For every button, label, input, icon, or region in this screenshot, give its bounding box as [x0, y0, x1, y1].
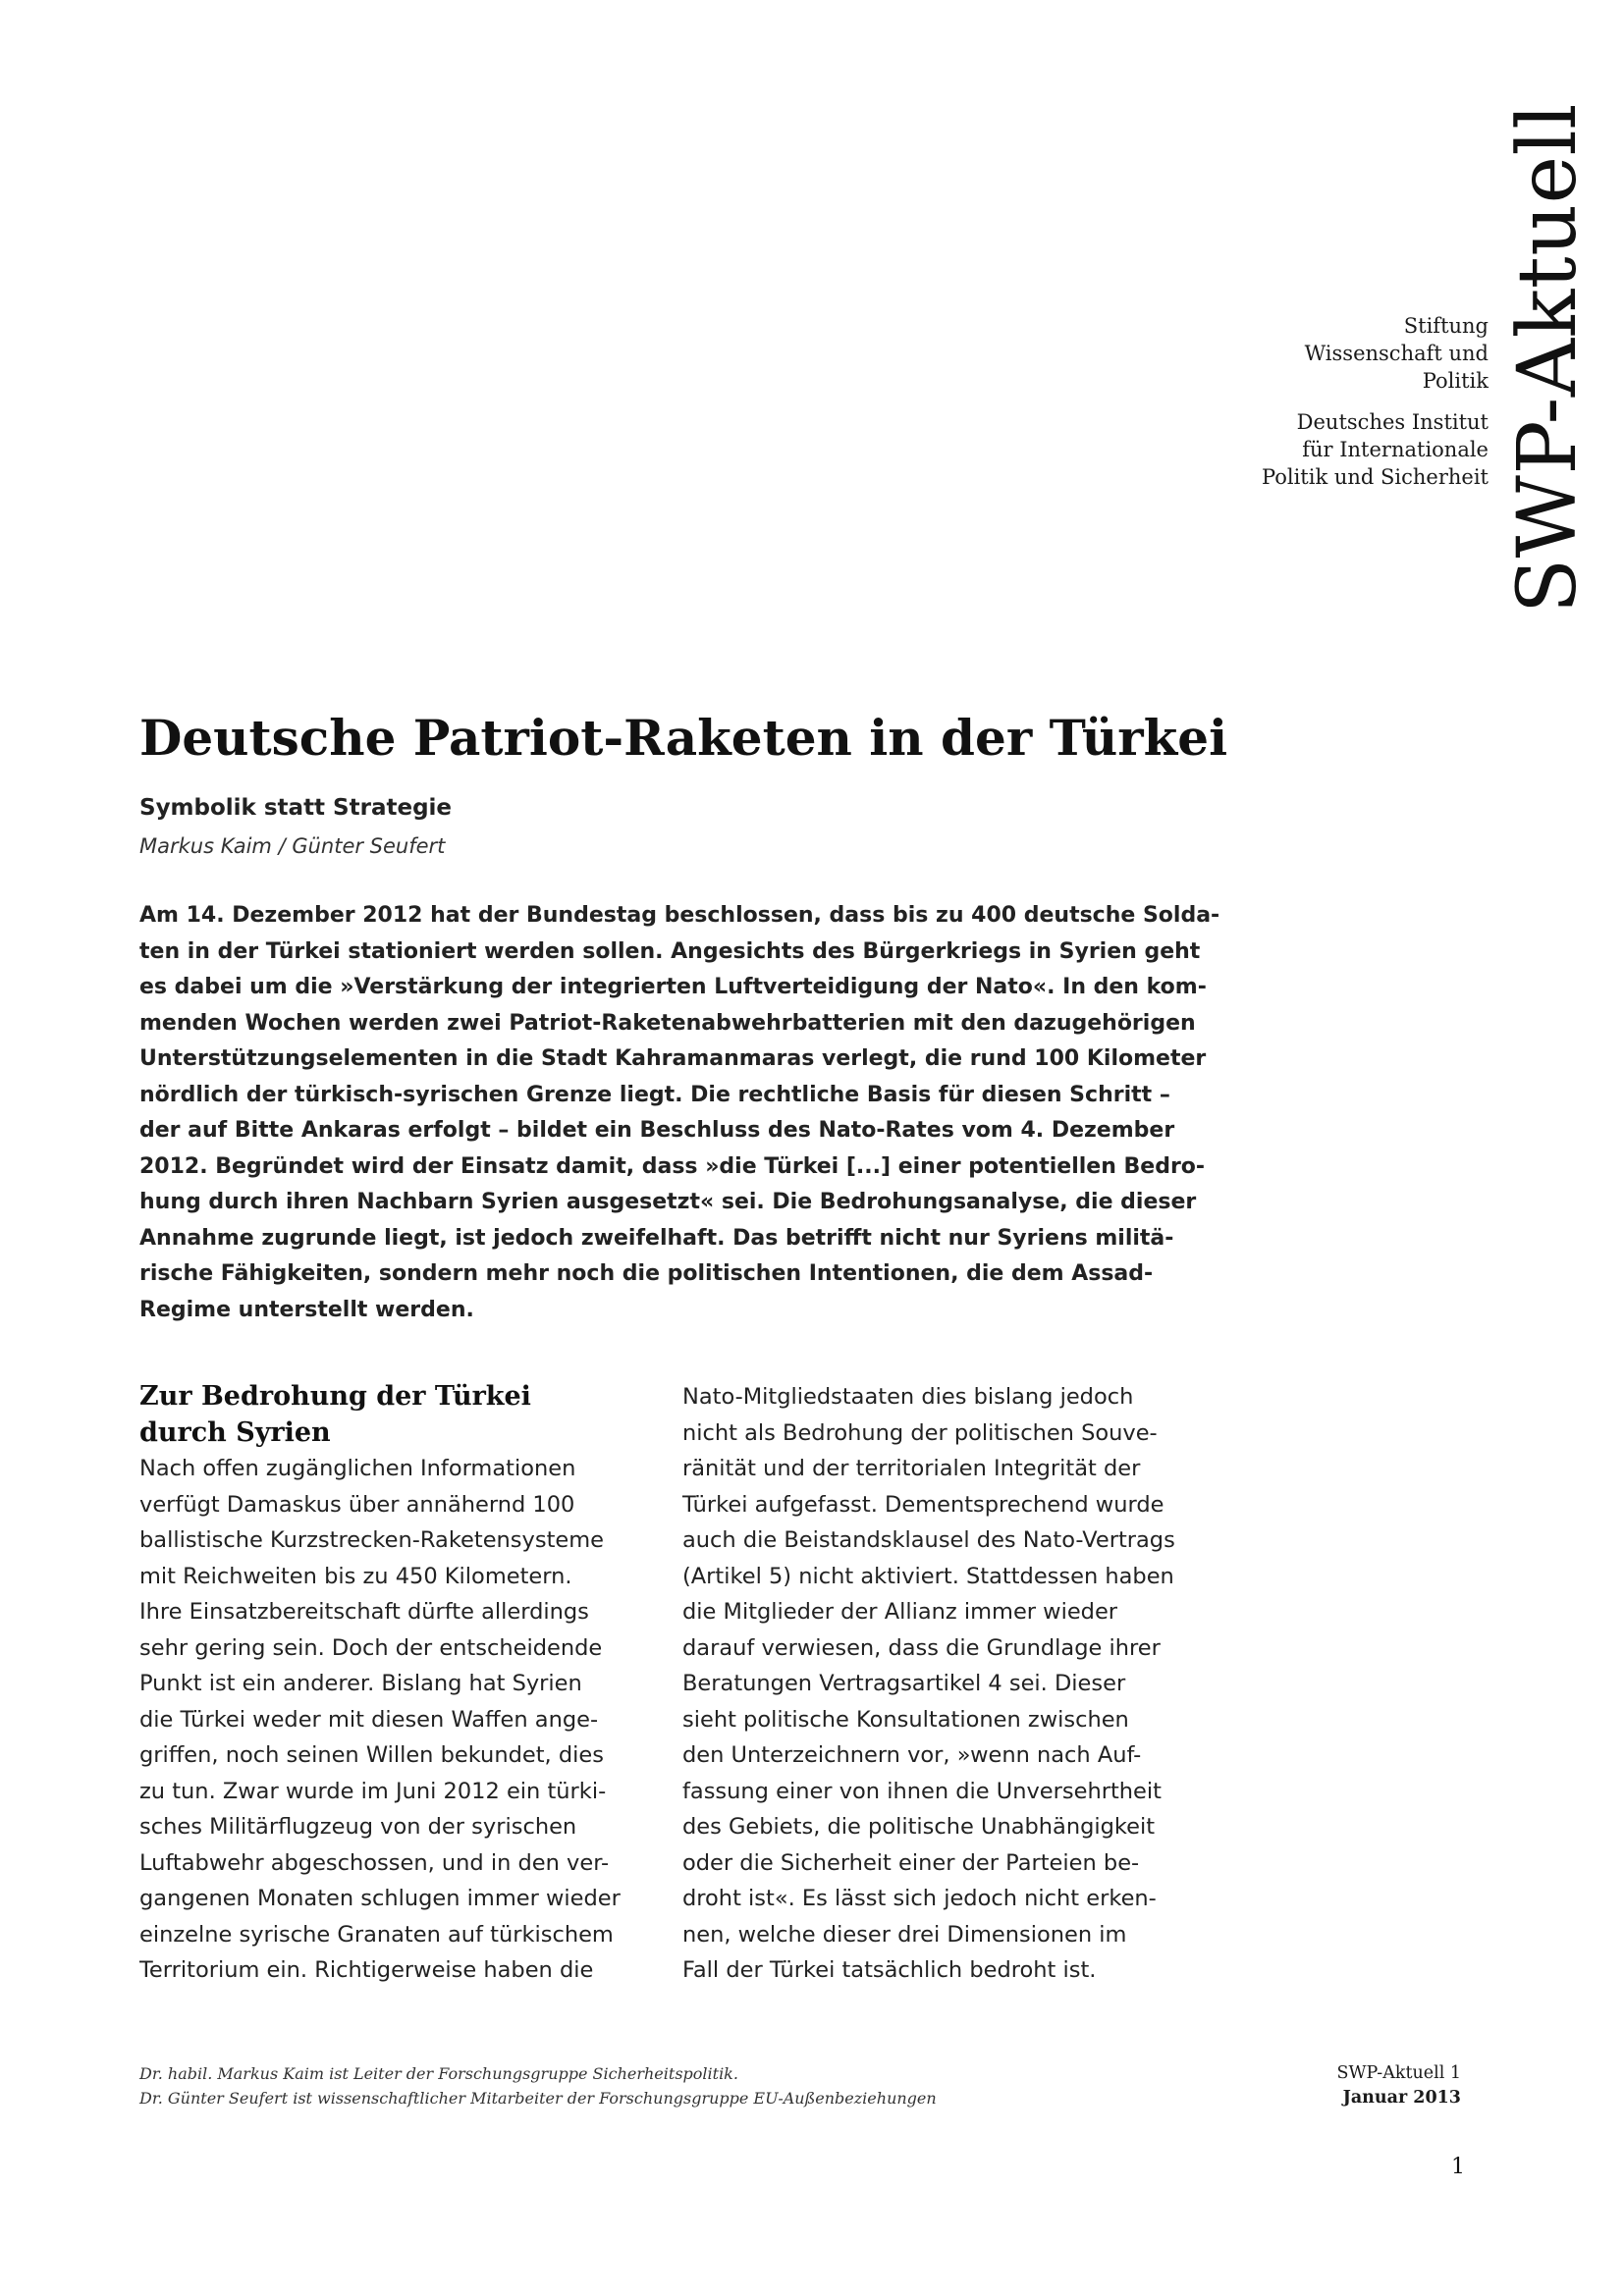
body-line: oder die Sicherheit einer der Parteien be- [682, 1849, 1140, 1876]
institution-line: für Internationale [1302, 438, 1489, 461]
brand-title: SWP-Aktuell [1501, 102, 1595, 614]
body-line: ränität und der territorialen Integrität der [682, 1456, 1141, 1481]
issue-date: Januar 2013 [1342, 2088, 1461, 2108]
body-line: nicht als Bedrohung der politischen Souve- [682, 1419, 1158, 1446]
lead-line: der auf Bitte Ankaras erfolgt – bildet ein Beschluss des Nato-Rates vom 4. Dezember [139, 1118, 1175, 1143]
body-line: einzelne syrische Granaten auf türkischem [139, 1921, 614, 1948]
body-line: gangenen Monaten schlugen immer wieder [139, 1886, 621, 1911]
body-line: zu tun. Zwar wurde im Juni 2012 ein türki- [139, 1778, 607, 1804]
body-line: des Gebiets, die politische Unabhängigkeit [682, 1814, 1156, 1840]
body-line: die Mitglieder der Allianz immer wieder [682, 1599, 1118, 1625]
body-line: sches Militärflugzeug von der syrischen [139, 1814, 577, 1840]
body-line: griffen, noch seinen Willen bekundet, dies [139, 1742, 604, 1768]
institution-spacer [1194, 395, 1489, 408]
body-line: Territorium ein. Richtigerweise haben die [139, 1957, 594, 1983]
article-title: Deutsche Patriot-Raketen in der Türkei [139, 709, 1228, 767]
article-subtitle: Symbolik statt Strategie [139, 795, 453, 821]
page-number: 1 [1451, 2155, 1465, 2179]
body-column-right [682, 1379, 1213, 1989]
lead-line: es dabei um die »Verstärkung der integrierten Luftverteidigung der Nato«. In den kom- [139, 975, 1207, 999]
body-line: nen, welche dieser drei Dimensionen im [682, 1921, 1127, 1948]
body-line: Beratungen Vertragsartikel 4 sei. Dieser [682, 1671, 1126, 1696]
institution-block [1194, 312, 1489, 491]
series-name: SWP-Aktuell 1 [1336, 2063, 1461, 2083]
lead-line: Regime unterstellt werden. [139, 1297, 474, 1322]
author-note: Dr. habil. Markus Kaim ist Leiter der Forschungsgruppe Sicherheitspolitik. [139, 2064, 738, 2083]
lead-line: rische Fähigkeiten, sondern mehr noch die politischen Intentionen, die dem Assad- [139, 1261, 1154, 1286]
lead-line: Am 14. Dezember 2012 hat der Bundestag beschlossen, dass bis zu 400 deutsche Solda- [139, 903, 1220, 928]
section-heading-line: Zur Bedrohung der Türkei [139, 1381, 531, 1412]
series-info [1337, 2061, 1462, 2110]
body-line: Punkt ist ein anderer. Bislang hat Syrien [139, 1671, 582, 1696]
institution-line: Politik [1422, 369, 1489, 393]
lead-line: ten in der Türkei stationiert werden sollen. Angesichts des Bürgerkriegs in Syrien geht [139, 938, 1201, 964]
body-line: Luftabwehr abgeschossen, und in den ver- [139, 1849, 610, 1876]
body-line: fassung einer von ihnen die Unversehrtheit [682, 1778, 1162, 1804]
author-notes [139, 2061, 937, 2110]
body-line: Ihre Einsatzbereitschaft dürfte allerdings [139, 1599, 589, 1625]
body-line: Nach offen zugänglichen Informationen [139, 1456, 576, 1481]
article-authors: Markus Kaim / Günter Seufert [139, 834, 446, 858]
body-line: auch die Beistandsklausel des Nato-Vertrags [682, 1527, 1175, 1553]
body-line: darauf verwiesen, dass die Grundlage ihrer [682, 1634, 1161, 1661]
lead-line: 2012. Begründet wird der Einsatz damit, dass »die Türkei [...] einer potentiellen Bedro- [139, 1153, 1206, 1179]
body-line: den Unterzeichnern vor, »wenn nach Auf- [682, 1742, 1142, 1768]
body-line: sieht politische Konsultationen zwischen [682, 1706, 1129, 1733]
lead-line: menden Wochen werden zwei Patriot-Raketenabwehrbatterien mit den dazugehörigen [139, 1010, 1196, 1036]
lead-line: Annahme zugrunde liegt, ist jedoch zweifelhaft. Das betrifft nicht nur Syriens militä- [139, 1225, 1174, 1251]
brand-logo-vertical [1501, 49, 1595, 667]
lead-line: hung durch ihren Nachbarn Syrien ausgesetzt« sei. Die Bedrohungsanalyse, die dieser [139, 1190, 1197, 1214]
body-column-left [139, 1379, 670, 1989]
institution-line: Wissenschaft und [1304, 342, 1489, 365]
institution-line: Politik und Sicherheit [1261, 465, 1489, 489]
body-line: (Artikel 5) nicht aktiviert. Stattdessen haben [682, 1563, 1174, 1589]
body-line: Nato-Mitgliedstaaten dies bislang jedoch [682, 1384, 1134, 1410]
section-heading-line: durch Syrien [139, 1416, 331, 1448]
lead-line: Unterstützungselementen in die Stadt Kahramanmaras verlegt, die rund 100 Kilometer [139, 1046, 1207, 1071]
body-line: die Türkei weder mit diesen Waffen ange- [139, 1706, 599, 1733]
section-heading [139, 1379, 670, 1451]
body-line: droht ist«. Es lässt sich jedoch nicht erken- [682, 1886, 1157, 1911]
body-line: mit Reichweiten bis zu 450 Kilometern. [139, 1563, 572, 1589]
lead-line: nördlich der türkisch-syrischen Grenze liegt. Die rechtliche Basis für diesen Schritt – [139, 1082, 1170, 1107]
institution-line: Stiftung [1403, 314, 1489, 338]
body-line: verfügt Damaskus über annähernd 100 [139, 1491, 575, 1518]
institution-line: Deutsches Institut [1296, 410, 1489, 434]
author-note: Dr. Günter Seufert ist wissenschaftlicher Mitarbeiter der Forschungsgruppe EU-Außenbeziehungen [139, 2089, 937, 2108]
body-line: ballistische Kurzstrecken-Raketensysteme [139, 1527, 604, 1553]
body-line: Türkei aufgefasst. Dementsprechend wurde [682, 1491, 1164, 1518]
lead-paragraph [139, 898, 1220, 1328]
body-line: Fall der Türkei tatsächlich bedroht ist. [682, 1957, 1097, 1983]
body-line: sehr gering sein. Doch der entscheidende [139, 1634, 603, 1661]
